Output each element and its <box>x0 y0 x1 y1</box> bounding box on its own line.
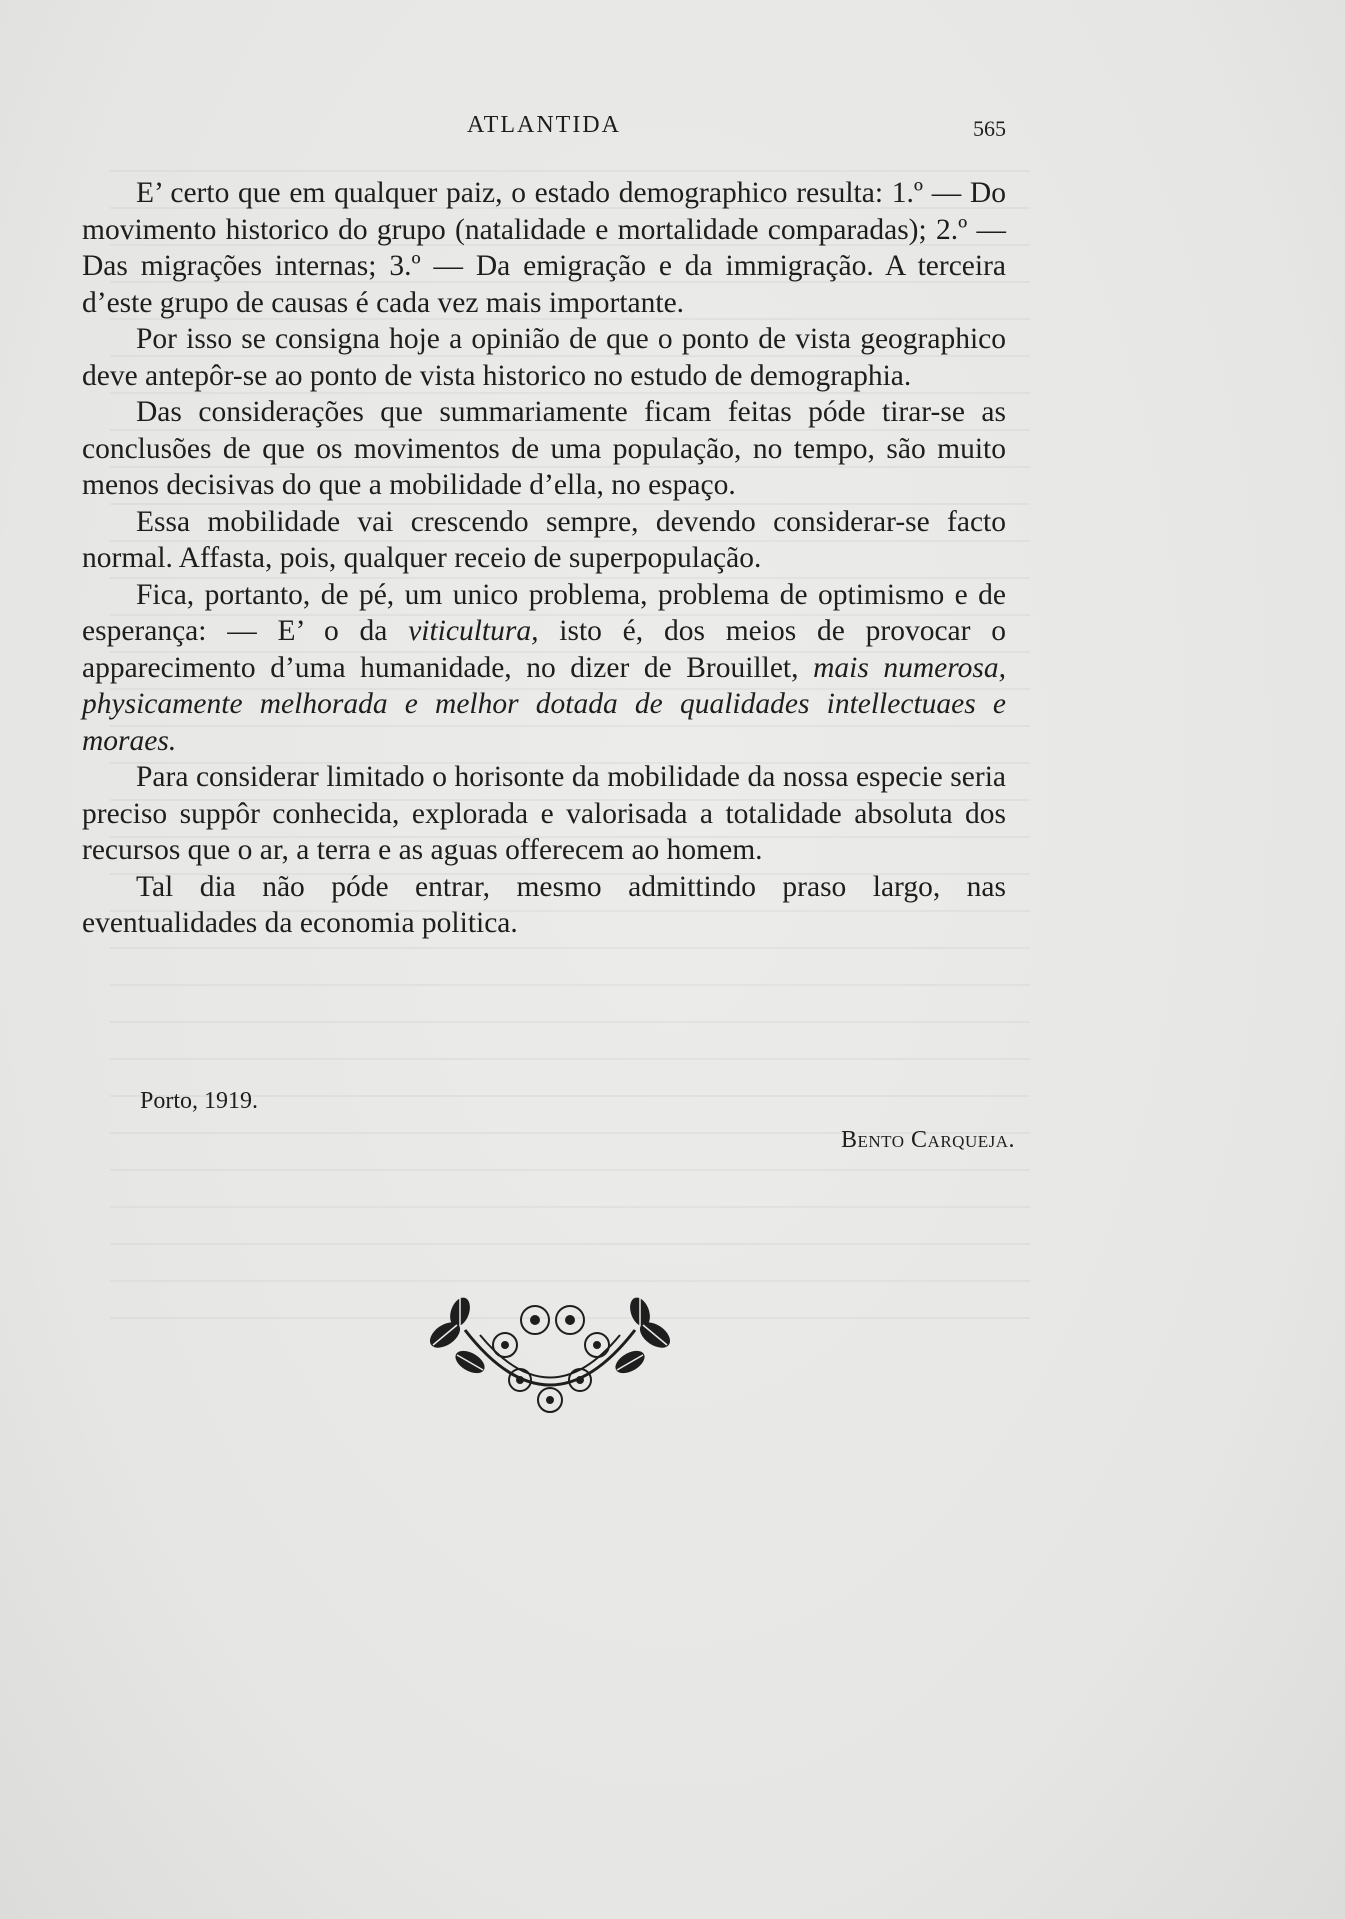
paragraph: Por isso se consigna hoje a opinião de que o ponto de vista geographico deve antepôr-se ao ponto de vista historico no estudo de demographia. <box>82 323 1006 392</box>
paragraph <box>82 577 1006 760</box>
page-header <box>82 108 1006 148</box>
paragraph: E’ certo que em qualquer paiz, o estado demographico resulta: 1.º — Do movimento historico do grupo (natalidade e mortalidade comparadas); 2.º — Das migrações internas; 3.º — Da emigração e da immigração. A terceira d’este grupo de causas é cada vez mais importante. <box>82 177 1006 319</box>
italic-quote: mais numerosa, physicamente melhorada e melhor dotada de qualidades intellectuaes e moraes. <box>82 651 1006 757</box>
paragraph-text: Fica, portanto, de pé, um unico problema, problema de optimismo e de esperança: — E’ o da <box>82 578 1006 647</box>
place-date: Porto, 1919. <box>140 1088 259 1114</box>
article-body <box>82 175 1006 942</box>
paragraph: Das considerações que summariamente ficam feitas póde tirar-se as conclusões de que os movimentos de uma população, no tempo, são muito menos decisivas do que a mobilidade d’ella, no espaço. <box>82 396 1006 501</box>
paragraph: Essa mobilidade vai crescendo sempre, devendo considerar-se facto normal. Affasta, pois, qualquer receio de superpopulação. <box>82 505 1006 574</box>
paragraph-text: isto é, dos meios de provocar o apparecimento d’uma humanidade, no dizer de Brouillet, <box>82 615 1006 684</box>
paragraph: Para considerar limitado o horisonte da mobilidade da nossa especie seria preciso suppôr conhecida, explorada e valorisada a totalidade absoluta dos recursos que o ar, a terra e as aguas offerecem ao homem. <box>82 761 1006 866</box>
author-signature: Bento Carqueja. <box>841 1127 1015 1153</box>
floral-vignette-icon <box>425 1290 675 1425</box>
italic-term: viticultura, <box>408 615 539 647</box>
page-number: 565 <box>973 116 1006 141</box>
paragraph: Tal dia não póde entrar, mesmo admittindo praso largo, nas eventualidades da economia politica. <box>82 870 1006 939</box>
running-title: ATLANTIDA <box>467 112 621 138</box>
